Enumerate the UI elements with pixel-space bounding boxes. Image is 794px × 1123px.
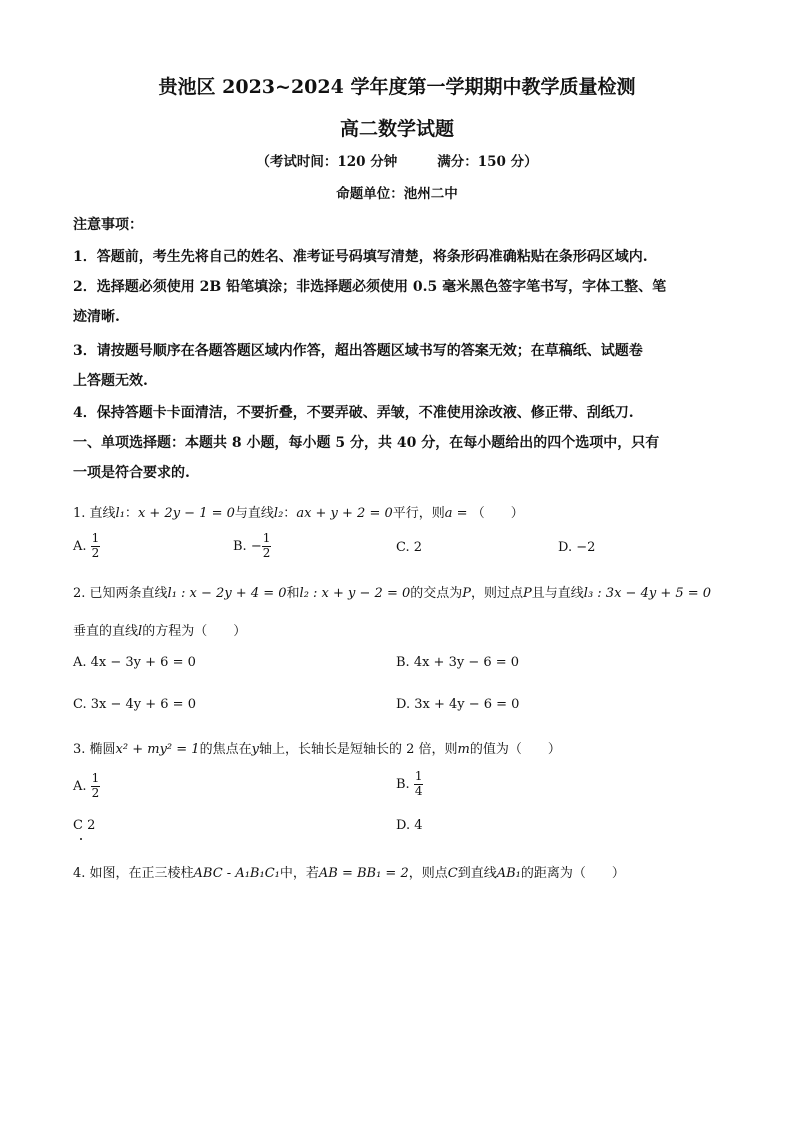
q3-option-a[interactable]: A. $\frac{1}{2}$ [73,771,100,800]
q2-option-a[interactable]: A. 4x − 3y + 6 = 0 [73,655,196,670]
q2-option-c[interactable]: C. 3x − 4y + 6 = 0 [73,697,196,712]
q3-option-c[interactable]: C 2 [73,818,96,833]
q1-option-a[interactable]: A. $\frac{1}{2}$ [73,531,100,560]
exam-info [0,150,794,170]
note-3-line-2: 上答题无效. [73,373,148,389]
note-2-line-1: 2．选择题必须使用 2B 铅笔填涂；非选择题必须使用 0.5 毫米黑色签字笔书写，字体工整、笔 [73,279,667,295]
question-1: 1. 直线l₁：x + 2y − 1 = 0与直线l₂：ax + y + 2 = 0平行，则a = （ ） [73,506,524,521]
exam-score: 满分：150 分） [437,154,538,170]
question-2-line-1: 2. 已知两条直线l₁ : x − 2y + 4 = 0和l₂ : x + y − 2 = 0的交点为P，则过点P且与直线l₃ : 3x − 4y + 5 = 0 [73,586,712,601]
fraction: $\frac{1}{2}$ [262,531,271,560]
exam-subtitle: 高二数学试题 [339,118,454,140]
fraction: $\frac{1}{2}$ [91,531,100,560]
exam-time: （考试时间：120 分钟 [256,154,398,170]
stray-dot [80,838,82,840]
q3-option-b[interactable]: B. $\frac{1}{4}$ [396,769,423,798]
notes-heading: 注意事项： [73,217,143,233]
note-4: 4．保持答题卡卡面清洁，不要折叠，不要弄破、弄皱，不准使用涂改液、修正带、刮纸刀. [73,405,634,421]
fraction: $\frac{1}{4}$ [414,769,423,798]
q2-option-d[interactable]: D. 3x + 4y − 6 = 0 [396,697,520,712]
note-3-line-1: 3．请按题号顺序在各题答题区域内作答，超出答题区域书写的答案无效；在草稿纸、试题卷 [73,343,643,359]
section-heading-line-1: 一、单项选择题：本题共 8 小题，每小题 5 分，共 40 分，在每小题给出的四个选项中，只有 [73,435,660,451]
section-heading-line-2: 一项是符合要求的. [73,465,190,481]
q1-option-b[interactable]: B. − $\frac{1}{2}$ [233,531,271,560]
exam-unit: 命题单位：池州二中 [336,186,458,202]
exam-title: 贵池区 2023~2024 学年度第一学期期中教学质量检测 [158,76,636,98]
note-2-line-2: 迹清晰. [73,309,120,325]
q3-option-d[interactable]: D. 4 [396,818,423,833]
q1-option-c[interactable]: C. 2 [396,540,423,555]
note-1: 1．答题前，考生先将自己的姓名、准考证号码填写清楚，将条形码准确粘贴在条形码区域内. [73,249,648,265]
question-2-line-2: 垂直的直线l的方程为（ ） [73,624,247,639]
question-3: 3. 椭圆x² + my² = 1的焦点在y轴上，长轴长是短轴长的 2 倍，则m的值为（ ） [73,742,561,757]
q1-option-d[interactable]: D. −2 [558,540,596,555]
q2-option-b[interactable]: B. 4x + 3y − 6 = 0 [396,655,520,670]
fraction: $\frac{1}{2}$ [91,771,100,800]
question-4: 4. 如图，在正三棱柱ABC - A₁B₁C₁中，若AB = BB₁ = 2，则点C到直线AB₁的距离为（ ） [73,866,625,881]
